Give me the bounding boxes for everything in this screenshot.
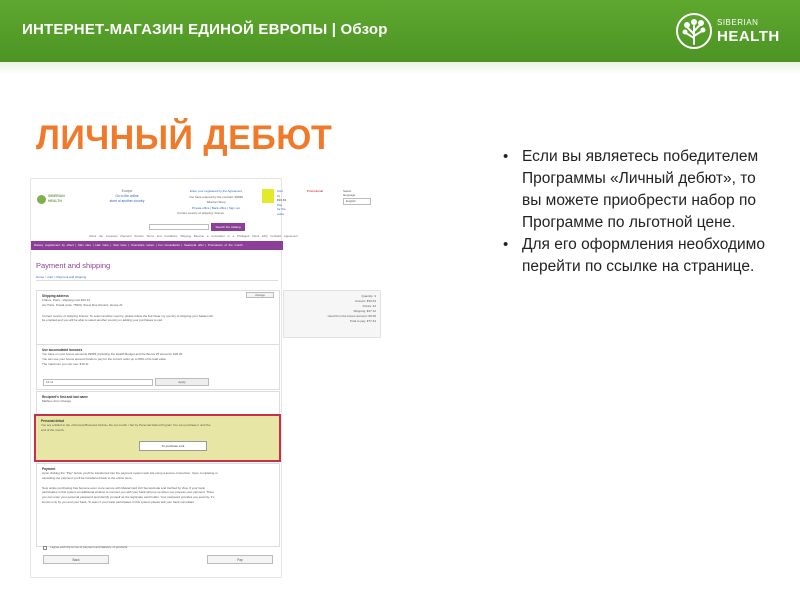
- agree-checkbox[interactable]: [43, 546, 47, 550]
- promo-label[interactable]: Promotional: [307, 189, 324, 193]
- bonus-heading: Use accumulated bonuses: [42, 348, 83, 352]
- payment-heading: Payment: [42, 467, 56, 471]
- shipping-section: [36, 290, 280, 345]
- agree-label: I agree with the terms of payment and delivery of products: [50, 545, 128, 549]
- search-button[interactable]: Search the catalog: [211, 223, 245, 231]
- language-select[interactable]: English: [343, 198, 371, 205]
- bonus-line: You can use your bonus account funds to pay for the current order up to 80% of its total value: [42, 356, 166, 361]
- shop-logo[interactable]: [37, 193, 75, 207]
- search-input[interactable]: [149, 224, 209, 230]
- shipping-heading: Shipping address: [42, 294, 69, 298]
- change-button[interactable]: change: [246, 292, 274, 298]
- header-title: ИНТЕРНЕТ-МАГАЗИН ЕДИНОЙ ЕВРОПЫ | Обзор: [22, 21, 388, 38]
- header-banner: [0, 0, 800, 62]
- brand-line-1: SIBERIAN: [717, 18, 759, 27]
- recipient-heading: Recipient's first and last name: [42, 395, 88, 399]
- payment-line: Now online purchasing has become even more secure with MasterCard 3-D SecureCode and Verified by Visa. If your bank: [42, 485, 205, 490]
- bullet-item: • Если вы являетесь победителем Программы «Личный дебют», то вы можете приобрести набор по Программе по льготной цене.: [500, 146, 765, 234]
- shop-logo-line-1: SIBERIAN: [48, 194, 65, 198]
- leaf-icon: [37, 195, 46, 204]
- order-summary: [283, 290, 381, 338]
- summary-row: Quantity: 3: [361, 294, 376, 298]
- main-nav[interactable]: Dietary supplement by effect | Skin care | Hair Care | Oral Care | Cosmetics series | For Consultants | Seasonal offer | Promotions of the month: [31, 241, 283, 250]
- cart-pay-link[interactable]: Pay for the order: [277, 202, 286, 216]
- summary-row: Total to pay: €77.44: [349, 319, 376, 323]
- user-contract: You have entered by the contract: 99999: [189, 194, 243, 199]
- shop-logo-line-2: HEALTH: [48, 198, 62, 203]
- personal-debut-section: [34, 414, 281, 462]
- user-links[interactable]: Private office | Back office | Sign out: [192, 205, 240, 210]
- divider: [36, 280, 278, 281]
- tree-icon: [675, 12, 713, 50]
- banner-shadow: [0, 62, 800, 74]
- webshop-screenshot: [30, 178, 376, 578]
- debut-heading: Personal debut: [41, 419, 65, 423]
- purchase-kit-button[interactable]: To purchase a kit: [139, 441, 207, 451]
- shipping-country: Current country of shipping: France: [177, 211, 225, 215]
- cart-title[interactable]: Cart: [277, 189, 283, 193]
- summary-row: Points: 42: [362, 304, 376, 308]
- summary-row: Shipping: €27.12: [353, 309, 376, 313]
- payment-line: known only by you and your bank. To learn if your bank participates in this system please ask your bank consultant.: [42, 499, 195, 504]
- region-name: Europe: [121, 189, 133, 193]
- top-nav[interactable]: About the Company Payment Service Terms and Conditions Shipping Become a Consultant or a Privileged Client FAQ Contacts Agreement: [89, 234, 298, 238]
- region-block: [97, 189, 157, 204]
- shipping-line: France, Paris - shipping cost €23.12: [42, 298, 91, 302]
- bullet-list: [500, 146, 765, 278]
- back-button[interactable]: Back: [43, 555, 109, 564]
- payment-line: you can enter your personal password and identify yourself as the legitimate card holder. Your password provides you security: it's: [42, 495, 215, 500]
- payment-section: [36, 463, 280, 547]
- shipping-line: city Paris, Postal code: 75000, Street Rue Rossini, House 21: [42, 302, 123, 307]
- language-label: Select language: [343, 189, 356, 197]
- pay-button[interactable]: Pay: [207, 555, 273, 564]
- bonus-line: The maximum you can use: €16.11: [42, 361, 89, 366]
- breadcrumb[interactable]: Home > Cart > Payment and shipping: [36, 275, 87, 279]
- region-link-2[interactable]: store of another country: [109, 199, 145, 203]
- shipping-line: be emptied and you will be able to select another country on adding your purchases to cart.: [42, 318, 164, 323]
- user-agreement-link[interactable]: Enter your registered by the Agreement: [189, 189, 243, 193]
- payment-line: Upon clicking the "Pay" button you'll be transferred into the payment system web site using a secure connection. Upon completing or: [42, 471, 218, 475]
- apply-button[interactable]: Apply: [155, 378, 209, 386]
- brand-logo: [675, 12, 785, 52]
- page-title: Payment and shipping: [36, 261, 111, 270]
- recipient-section: [36, 391, 280, 415]
- bullet-item: • Для его оформления необходимо перейти по ссылке на странице.: [500, 234, 765, 278]
- cart-block: [277, 189, 286, 217]
- bonus-amount-input[interactable]: 16.11: [43, 379, 153, 386]
- debut-line: end of the month.: [41, 427, 65, 432]
- region-link[interactable]: Go to the online: [115, 194, 139, 198]
- cart-summary: 3 | €36.63: [277, 193, 287, 203]
- summary-row: Amount: €36.63: [354, 299, 376, 303]
- user-block: [177, 189, 255, 211]
- user-name: Siberian Shop: [206, 200, 226, 204]
- recipient-value: Mathieu Arno Change: [42, 399, 72, 403]
- payment-line: participates in this system an additional window to connect you with your bank will pop up when you process your payment. There: [42, 490, 215, 495]
- brand-line-2: HEALTH: [717, 28, 780, 45]
- payment-line: cancelling the payment you'll be transferred back to the online store.: [42, 475, 133, 480]
- summary-row: Used from the bonus account: €0.00: [327, 314, 376, 318]
- debut-line: You are entitled to the «Personal Business Debut» the set month • Set by Personal Debut Program You can purchase it until the: [41, 423, 211, 427]
- cart-icon[interactable]: [262, 189, 274, 203]
- bonus-line: You have on your bonus accounts 99999 (including the Health Budget and the Bonus 25 account): €26.00: [42, 352, 183, 356]
- slide-heading: ЛИЧНЫЙ ДЕБЮТ: [36, 119, 333, 157]
- shipping-line: Current country of shipping France. To select another country, please follow the link Clear my country of shipping your basket will: [42, 313, 213, 318]
